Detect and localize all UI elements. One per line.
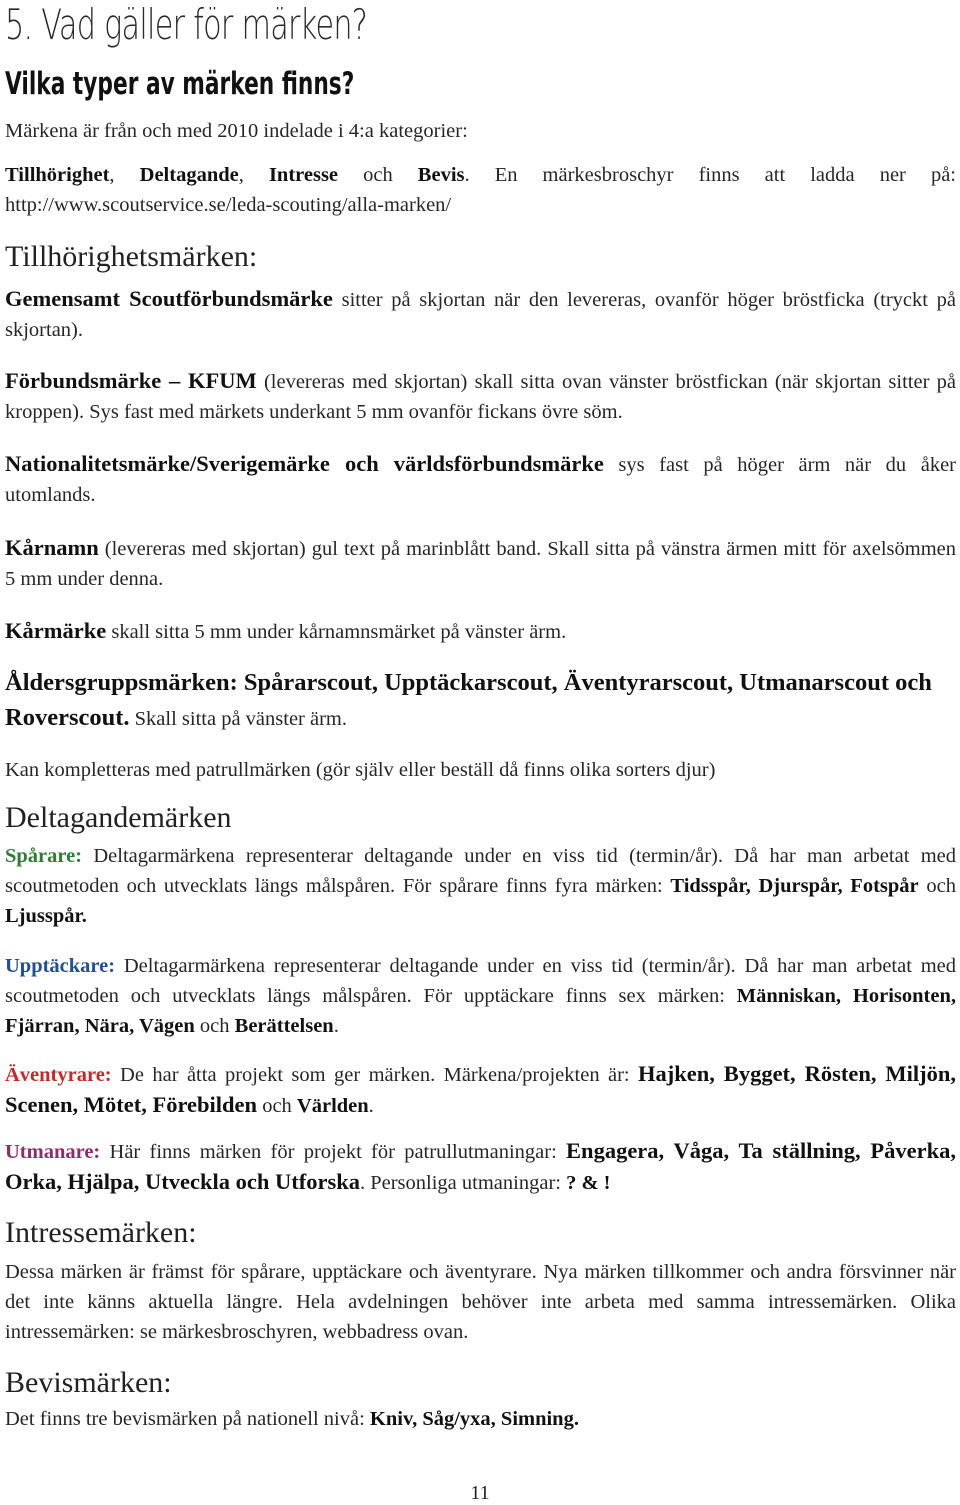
- badge-name: Nationalitetsmärke/Sverigemärke och världsförbundsmärke: [5, 451, 604, 476]
- age-group-label: Äventyrare:: [5, 1064, 112, 1086]
- badge-list: Människan, Horisonten, Fjärran, Nära, Vägen: [5, 985, 956, 1037]
- badge-list: Engagera, Våga, Ta ställning, Påverka, Orka, Hjälpa, Utveckla och Utforska: [5, 1138, 956, 1194]
- badge-list: Kniv, Såg/yxa, Simning.: [369, 1408, 579, 1430]
- badge-description: (levereras med skjortan) gul text på marinblått band. Skall sitta på vänstra ärmen mitt för axelsömmen 5 mm under denna.: [5, 538, 956, 590]
- badge-list-last: Ljusspår.: [5, 905, 87, 927]
- separator: ,: [109, 164, 140, 186]
- paragraph-aventyrare: [5, 1059, 956, 1121]
- category-tillhorighet: Tillhörighet: [5, 164, 110, 186]
- bevis-description: Det finns tre bevismärken på nationell nivå:: [5, 1408, 370, 1430]
- category-intresse: Intresse: [268, 164, 339, 186]
- conjunction: och: [918, 875, 956, 897]
- age-group-description: Här finns märken för projekt för patrullutmaningar:: [100, 1141, 567, 1163]
- heading-bevismarken: Bevismärken:: [5, 1366, 172, 1399]
- conjunction: och: [257, 1095, 297, 1117]
- badge-name: Kårnamn: [5, 535, 99, 560]
- conjunction: och: [338, 164, 418, 186]
- badge-description: sitter på skjortan när den levereras, ovanför höger bröstficka (tryckt på skjortan).: [5, 289, 956, 341]
- badge-name: Kårmärke: [5, 618, 107, 643]
- badge-description: (levereras med skjortan) skall sitta ovan vänster bröstfickan (när skjortan sitter på kroppen). Sys fast med märkets underkant 5 mm ovanför fickans övre söm.: [5, 371, 957, 423]
- heading-deltagandemarken: Deltagandemärken: [5, 801, 232, 834]
- page-number: 11: [470, 1482, 490, 1504]
- badge-list: Hajken, Bygget, Rösten, Miljön, Scenen, Mötet, Förebilden: [5, 1061, 956, 1117]
- personal-challenges-label: . Personliga utmaningar:: [359, 1172, 567, 1194]
- paragraph-scoutforbundsmarke: [5, 284, 956, 345]
- separator: ,: [238, 164, 269, 186]
- age-group-label: Utmanare:: [5, 1141, 101, 1163]
- paragraph-upptackare: [5, 951, 956, 1041]
- paragraph-sparare: [5, 841, 956, 931]
- personal-challenges: ? & !: [566, 1172, 611, 1194]
- badge-description: sys fast på höger ärm när du åker utomlands.: [5, 454, 956, 506]
- intro-paragraph: [5, 160, 956, 220]
- paragraph-bevismarken: [5, 1404, 956, 1434]
- badge-list: Tidsspår, Djurspår, Fotspår: [670, 875, 919, 897]
- age-group-description: Deltagarmärkena representerar deltagande under en viss tid (termin/år). Då har man arbetat med scoutmetoden och utvecklats längs målspåren. För upptäckare finns sex märken:: [5, 955, 956, 1007]
- paragraph-karmarke: [5, 616, 956, 647]
- conjunction: och: [194, 1015, 235, 1037]
- category-deltagande: Deltagande: [139, 164, 239, 186]
- category-bevis: Bevis: [417, 164, 465, 186]
- badge-description: skall sitta 5 mm under kårnamnsmärket på vänster ärm.: [106, 621, 567, 643]
- age-group-label: Spårare:: [5, 845, 83, 867]
- badge-list-last: Berättelsen: [234, 1015, 334, 1037]
- paragraph-intressemarken: Dessa märken är främst för spårare, upptäckare och äventyrare. Nya märken tillkommer och andra försvinner när det inte känns aktuella längre. Hela avdelningen behöver inte arbeta med samma intressemärken. Olika intressemärken: se märkesbroschyren, webbadress ovan.: [5, 1261, 956, 1343]
- punctuation: .: [333, 1015, 339, 1037]
- badge-description: Skall sitta på vänster ärm.: [129, 708, 347, 730]
- section-subheading: Vilka typer av märken finns?: [5, 66, 355, 102]
- heading-tillhorighetsmarken: Tillhörighetsmärken:: [5, 240, 258, 273]
- heading-intressemarken: Intressemärken:: [5, 1216, 197, 1249]
- age-group-description: Deltagarmärkena representerar deltagande under en viss tid (termin/år). Då har man arbetat med scoutmetoden och utvecklats längs målspåren. För spårare finns fyra märken:: [5, 845, 956, 897]
- badge-name: Åldersgruppsmärken: Spårarscout, Upptäckarscout, Äventyrarscout, Utmanarscout och Roverscout.: [5, 669, 932, 731]
- paragraph-forbundsmarke: [5, 366, 956, 427]
- badge-list-last: Världen: [296, 1095, 369, 1117]
- intro-line: Märkena är från och med 2010 indelade i 4:a kategorier:: [5, 120, 468, 142]
- paragraph-patrullmarken: Kan kompletteras med patrullmärken (gör själv eller beställ då finns olika sorters djur): [5, 759, 716, 781]
- paragraph-aldersgruppsmarken: [5, 666, 956, 736]
- age-group-description: De har åtta projekt som ger märken. Märkena/projekten är:: [111, 1064, 639, 1086]
- badge-name: Förbundsmärke – KFUM: [5, 368, 257, 393]
- age-group-label: Upptäckare:: [5, 955, 116, 977]
- paragraph-karnamn: [5, 533, 956, 594]
- intro-rest: . En märkesbroschyr finns att ladda ner på: http://www.scoutservice.se/leda-scouting/alla-marken/: [5, 164, 957, 216]
- paragraph-nationalitetsmarke: [5, 449, 956, 510]
- chapter-title: 5. Vad gäller för märken?: [5, 0, 368, 49]
- badge-name: Gemensamt Scoutförbundsmärke: [5, 286, 333, 311]
- paragraph-utmanare: [5, 1136, 956, 1198]
- punctuation: .: [368, 1095, 374, 1117]
